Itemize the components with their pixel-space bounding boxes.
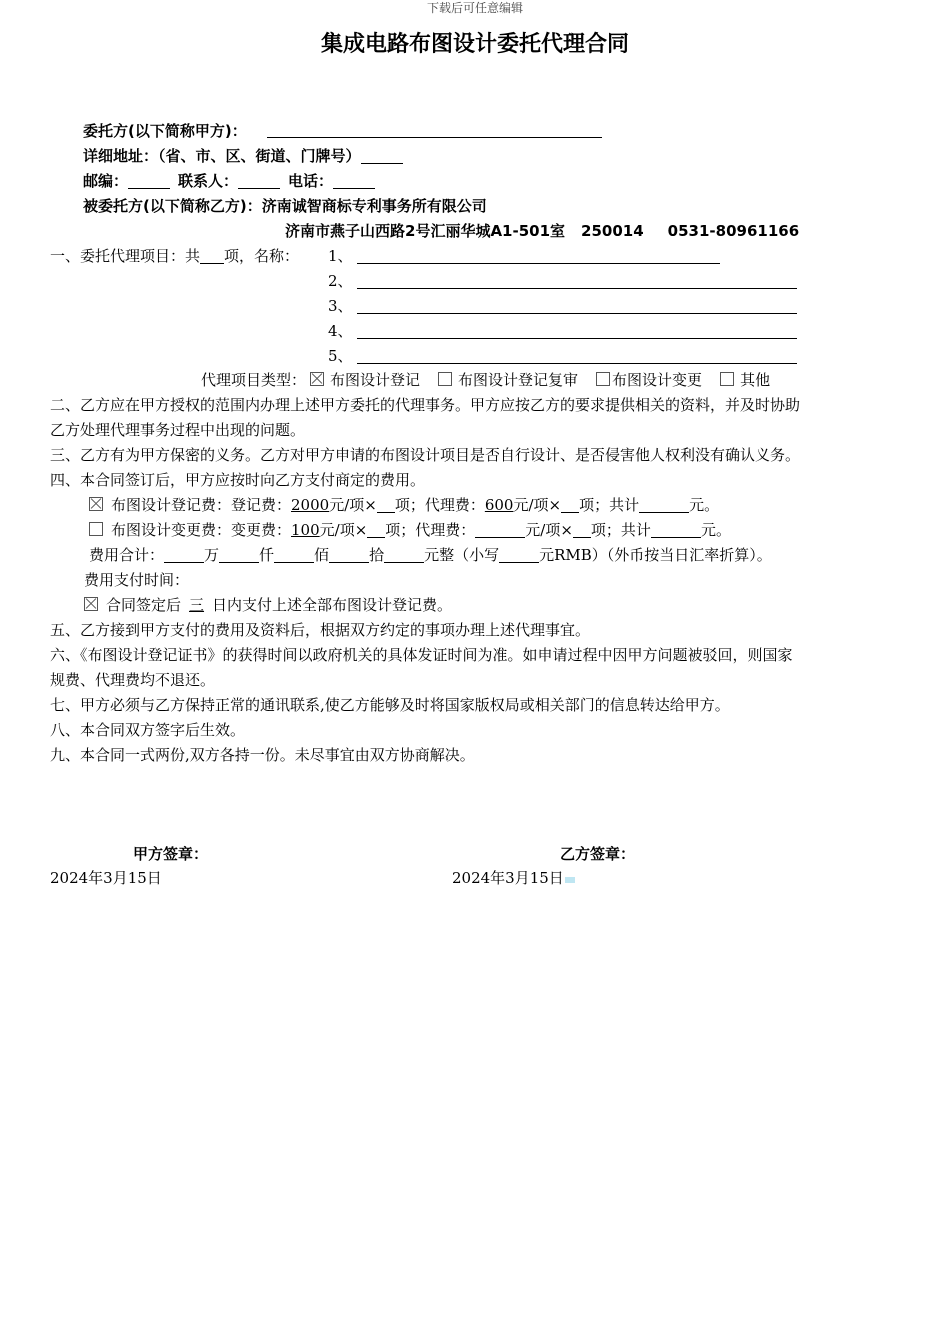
item-name-field-5[interactable] xyxy=(357,363,797,364)
party-a-signature-label: 甲方签章： xyxy=(133,845,209,863)
fee-change-text-2: 元/项× xyxy=(319,521,368,539)
project-type-label: 代理项目类型： xyxy=(201,371,307,389)
items-intro-b: 项，名称： xyxy=(224,247,300,265)
agent-phone: 0531-80961166 xyxy=(667,222,800,240)
fee-registration-text-4: 元/项× xyxy=(513,496,562,514)
contact-field[interactable] xyxy=(238,172,280,189)
agent-row xyxy=(83,196,487,216)
fee-registration-text-6: 元。 xyxy=(689,496,720,514)
clause-6-line-2: 规费、代理费均不退还。 xyxy=(50,671,216,689)
type-label-review: 布图设计登记复审 xyxy=(458,371,579,389)
project-type-row xyxy=(201,370,770,390)
agent-address: 济南市燕子山西路2号汇丽华城A1-501室 xyxy=(285,222,566,240)
payment-days: 三 xyxy=(189,596,205,614)
agent-address-row xyxy=(285,221,799,241)
fee-total-wan-field[interactable] xyxy=(164,546,204,563)
clause-4: 四、本合同签订后，甲方应按时向乙方支付商定的费用。 xyxy=(50,471,426,489)
fee-registration-checkbox[interactable] xyxy=(89,497,103,511)
type-checkbox-other[interactable] xyxy=(720,372,734,386)
address-field[interactable] xyxy=(361,147,403,164)
fee-change-agency-qty-field[interactable] xyxy=(573,521,591,538)
item-name-field-4[interactable] xyxy=(357,338,797,339)
party-a-date: 2024年3月15日 xyxy=(50,869,162,887)
payment-text-1: 合同签定后 xyxy=(106,596,182,614)
clause-2-line-1: 二、乙方应在甲方授权的范围内办理上述甲方委托的代理事务。甲方应按乙方的要求提供相关的资料，并及时协助 xyxy=(50,396,801,414)
fee-change-text-4: 元/项× xyxy=(525,521,573,539)
fee-change-qty-field[interactable] xyxy=(367,521,385,538)
postcode-field[interactable] xyxy=(128,172,170,189)
fee-registration-amount: 2000 xyxy=(291,496,330,514)
fee-registration-qty-field[interactable] xyxy=(377,496,395,513)
payment-text-2: 日内支付上述全部布图设计登记费。 xyxy=(212,596,453,614)
phone-label: 电话： xyxy=(288,172,334,190)
fee-change-row xyxy=(89,520,731,540)
item-number-3: 3、 xyxy=(328,297,353,315)
text-cursor-highlight xyxy=(565,877,575,883)
entrust-label: 委托方(以下简称甲方)： xyxy=(83,122,247,140)
items-intro xyxy=(50,246,299,266)
fee-change-text-3: 项；代理费： xyxy=(385,521,476,539)
fee-change-text-5: 项；共计 xyxy=(590,521,651,539)
item-number-2: 2、 xyxy=(328,272,353,290)
fee-registration-total-field[interactable] xyxy=(639,496,689,513)
item-number-4: 4、 xyxy=(328,322,353,340)
item-name-field-3[interactable] xyxy=(357,313,797,314)
clause-9: 九、本合同一式两份,双方各持一份。未尽事宜由双方协商解决。 xyxy=(50,746,475,764)
fee-change-checkbox[interactable] xyxy=(89,522,103,536)
fee-registration-agency-amount: 600 xyxy=(484,496,514,514)
fee-total-bai-field[interactable] xyxy=(274,546,314,563)
fee-total-label: 费用合计： xyxy=(89,546,165,564)
clause-8: 八、本合同双方签字后生效。 xyxy=(50,721,246,739)
item-name-field-1[interactable] xyxy=(357,263,720,264)
fee-registration-text-3: 项；代理费： xyxy=(394,496,485,514)
payment-time-label: 费用支付时间： xyxy=(84,571,190,589)
fee-registration-text-5: 项；共计 xyxy=(579,496,640,514)
fee-total-shi-field[interactable] xyxy=(329,546,369,563)
type-label-other: 其他 xyxy=(740,371,771,389)
fee-total-bai: 佰 xyxy=(314,546,330,564)
agent-postcode: 250014 xyxy=(581,222,644,240)
fee-change-agency-field[interactable] xyxy=(475,521,525,538)
type-checkbox-registration[interactable] xyxy=(310,372,324,386)
agent-label: 被委托方(以下简称乙方)： xyxy=(83,197,262,215)
fee-change-total-field[interactable] xyxy=(651,521,701,538)
fee-change-text-1: 布图设计变更费：变更费： xyxy=(111,521,292,539)
clause-6-line-1: 六、《布图设计登记证书》的获得时间以政府机关的具体发证时间为准。如申请过程中因甲方问题被驳回，则国家 xyxy=(50,646,793,664)
header-note: 下载后可任意编辑 xyxy=(426,1,523,15)
fee-total-shi: 拾 xyxy=(369,546,385,564)
address-row xyxy=(83,146,403,166)
type-label-registration: 布图设计登记 xyxy=(330,371,421,389)
address-label: 详细地址：（省、市、区、街道、门牌号） xyxy=(83,147,361,165)
contact-label: 联系人： xyxy=(178,172,239,190)
agent-name: 济南诚智商标专利事务所有限公司 xyxy=(261,197,487,215)
item-number-5: 5、 xyxy=(328,347,353,365)
payment-checkbox[interactable] xyxy=(84,597,98,611)
fee-total-lowercase-field[interactable] xyxy=(499,546,539,563)
clause-3: 三、乙方有为甲方保密的义务。乙方对甲方申请的布图设计项目是否自行设计、是否侵害他人权利没有确认义务。 xyxy=(50,446,801,464)
clause-5: 五、乙方接到甲方支付的费用及资料后，根据双方约定的事项办理上述代理事宜。 xyxy=(50,621,591,639)
items-intro-a: 一、委托代理项目：共 xyxy=(50,247,201,265)
phone-field[interactable] xyxy=(333,172,375,189)
type-checkbox-review[interactable] xyxy=(438,372,452,386)
fee-total-zheng: 元整（小写 xyxy=(424,546,500,564)
fee-change-amount: 100 xyxy=(291,521,320,539)
type-label-change: 布图设计变更 xyxy=(612,371,703,389)
fee-registration-row xyxy=(89,495,719,515)
party-b-signature-label: 乙方签章： xyxy=(560,845,636,863)
fee-total-wan: 万 xyxy=(204,546,220,564)
clause-2-line-2: 乙方处理代理事务过程中出现的问题。 xyxy=(50,421,306,439)
clause-7: 七、甲方必须与乙方保持正常的通讯联系,使乙方能够及时将国家版权局或相关部门的信息转达给甲方。 xyxy=(50,696,730,714)
item-number-1: 1、 xyxy=(328,247,353,265)
party-b-date-row xyxy=(452,868,575,888)
fee-total-tail: 元RMB）（外币按当日汇率折算）。 xyxy=(539,546,772,564)
fee-total-row xyxy=(89,545,772,565)
fee-change-text-6: 元。 xyxy=(700,521,731,539)
fee-registration-agency-qty-field[interactable] xyxy=(561,496,579,513)
item-count-field[interactable] xyxy=(200,247,224,264)
fee-total-qian: 仟 xyxy=(259,546,275,564)
fee-total-yuan-field[interactable] xyxy=(384,546,424,563)
fee-registration-text-2: 元/项× xyxy=(329,496,377,514)
fee-registration-text-1: 布图设计登记费：登记费： xyxy=(111,496,292,514)
client-name-field[interactable] xyxy=(267,137,602,138)
type-checkbox-change[interactable] xyxy=(596,372,610,386)
document-title: 集成电路布图设计委托代理合同 xyxy=(320,32,629,57)
payment-row xyxy=(84,595,452,615)
postcode-label: 邮编： xyxy=(83,172,129,190)
party-b-date: 2024年3月15日 xyxy=(452,869,564,887)
item-name-field-2[interactable] xyxy=(357,288,797,289)
fee-total-qian-field[interactable] xyxy=(219,546,259,563)
contact-row xyxy=(83,171,375,191)
